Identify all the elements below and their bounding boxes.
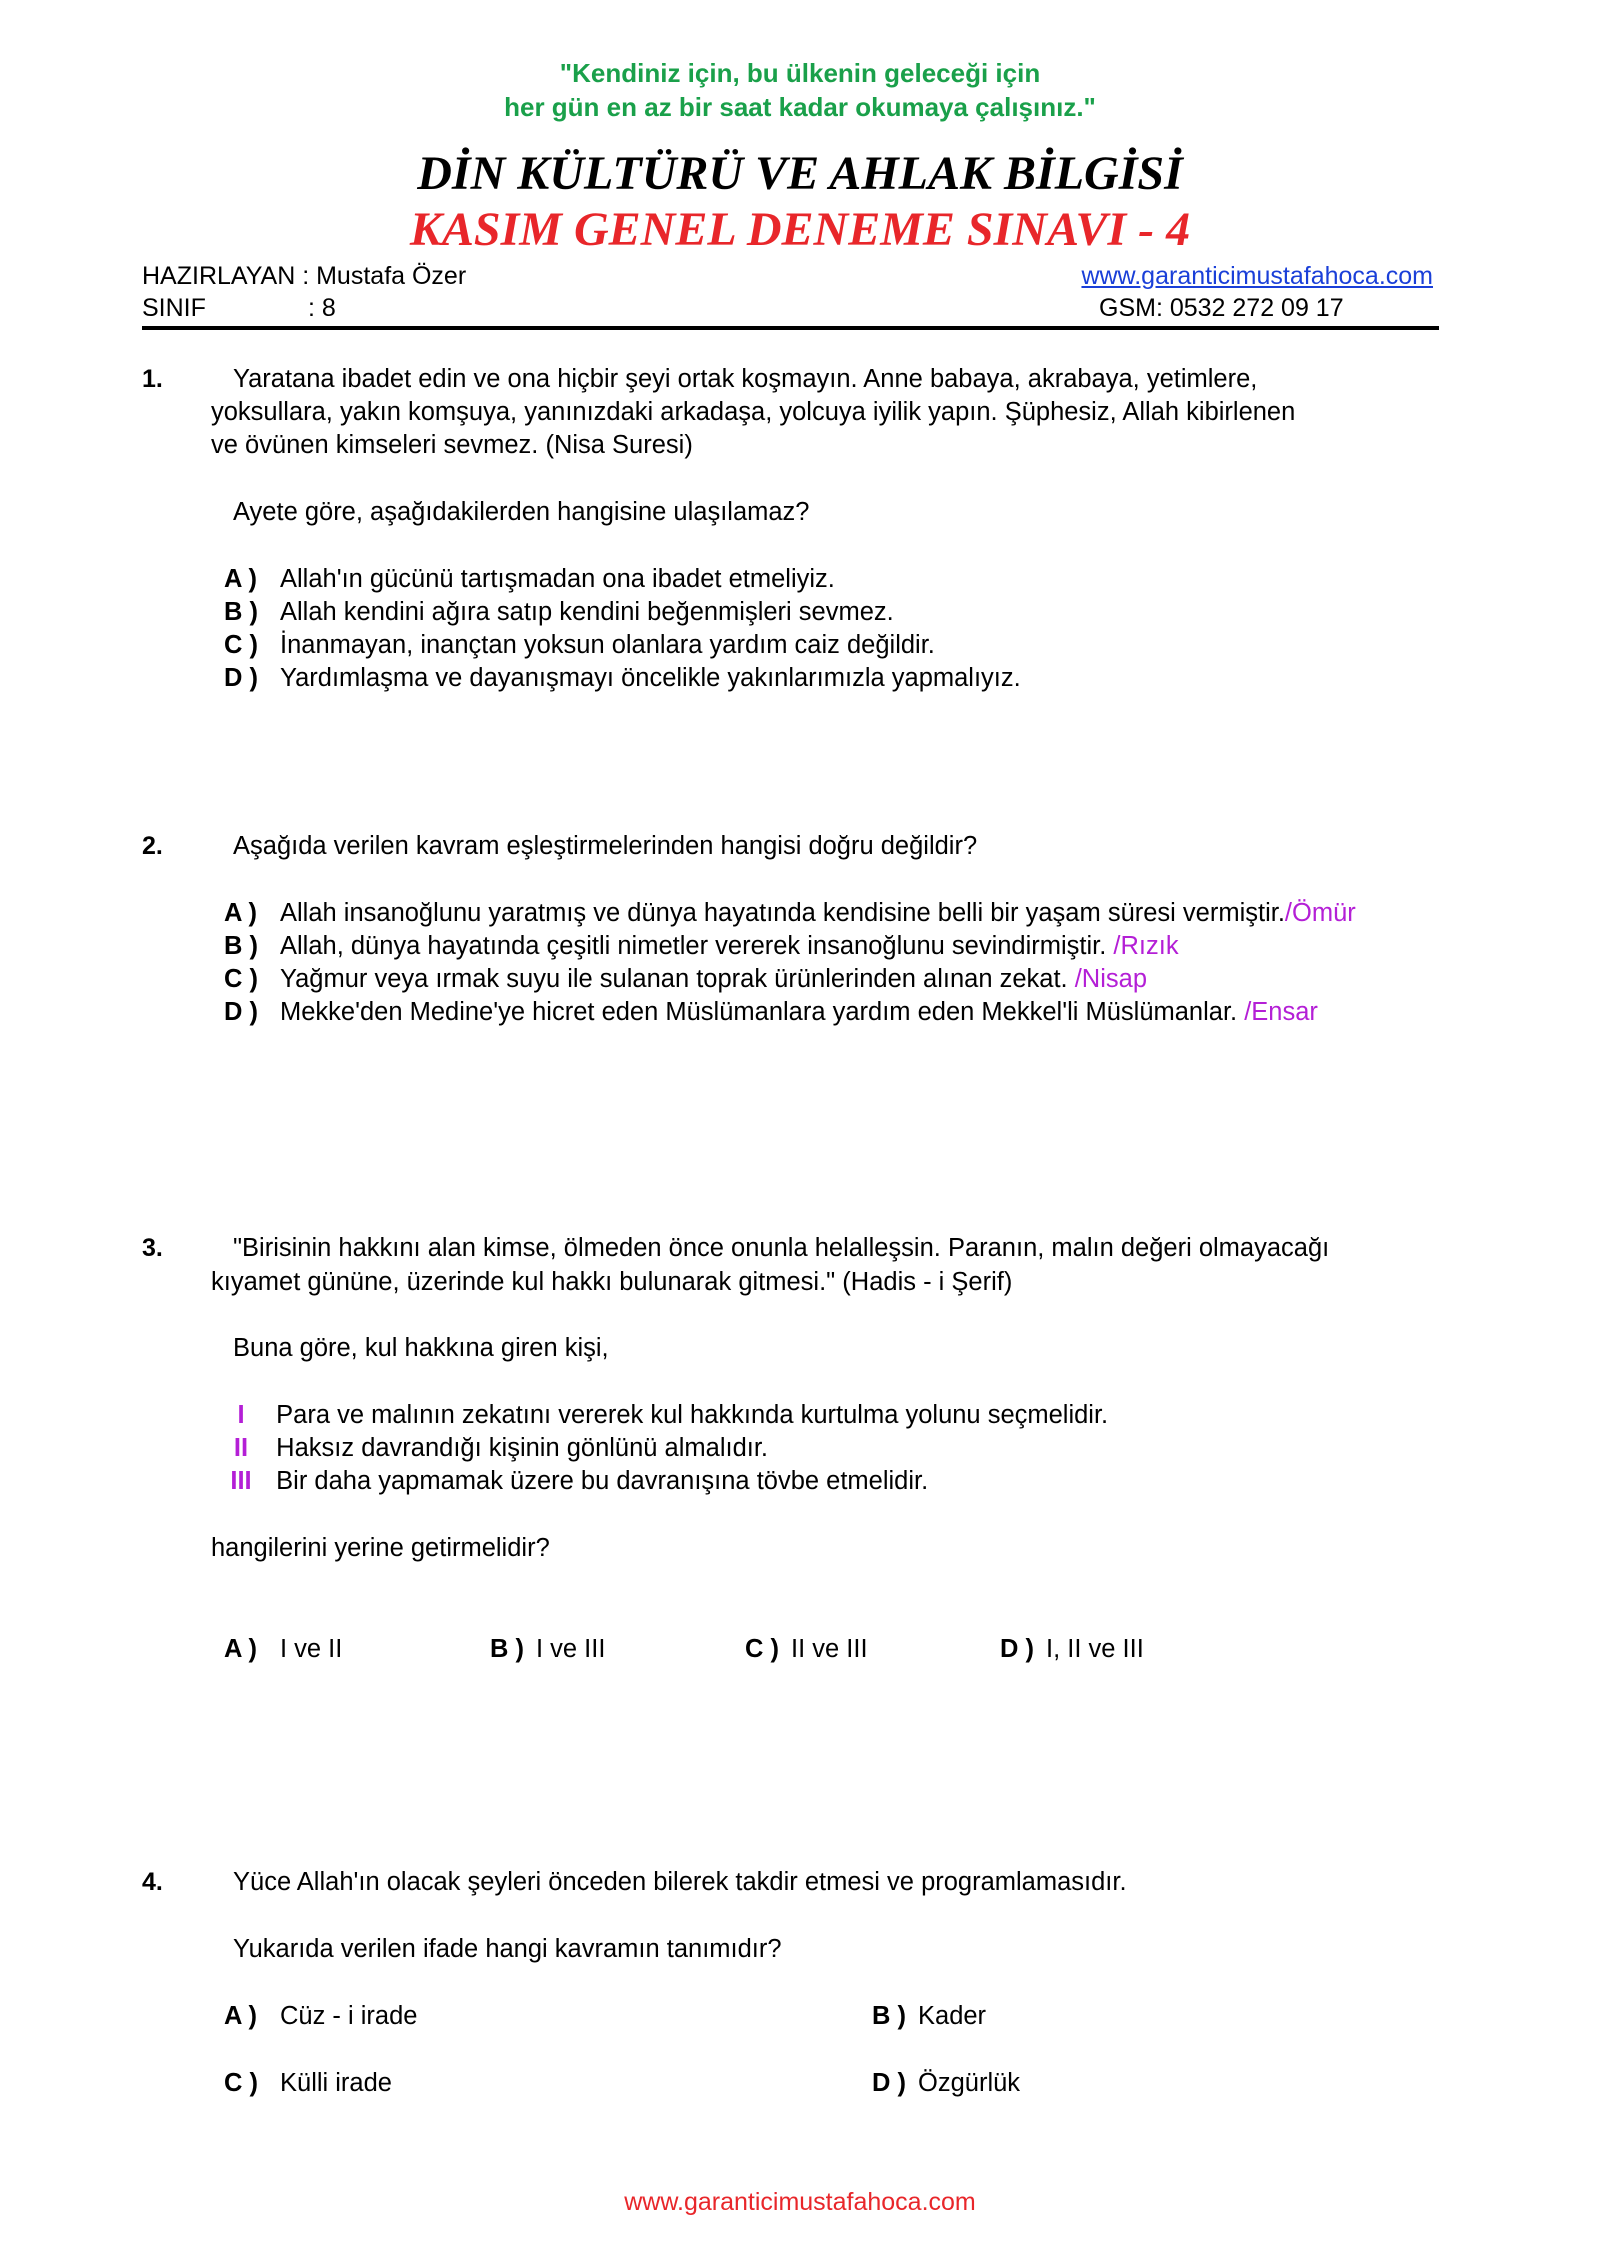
- question-1-text-line-3: ve övünen kimseleri sevmez. (Nisa Suresi): [211, 431, 693, 459]
- question-1-option-d[interactable]: [224, 664, 1021, 693]
- question-2-option-b[interactable]: [224, 932, 1179, 961]
- question-3-number: 3.: [142, 1234, 163, 1262]
- question-2-prompt: Aşağıda verilen kavram eşleştirmelerinden hangisi doğru değildir?: [233, 832, 978, 860]
- statement-2: [220, 1434, 768, 1463]
- statement-text: Haksız davrandığı kişinin gönlünü almalıdır.: [276, 1434, 769, 1462]
- option-text: Özgürlük: [918, 2069, 1021, 2097]
- question-2-option-d[interactable]: [224, 998, 1318, 1027]
- option-letter: D ): [224, 664, 258, 692]
- question-4-prompt: Yukarıda verilen ifade hangi kavramın tanımıdır?: [233, 1935, 782, 1963]
- header-website-link[interactable]: www.garanticimustafahoca.com: [1081, 262, 1433, 290]
- prepared-by: HAZIRLAYAN : Mustafa Özer: [142, 262, 467, 290]
- concept-tag: /Ensar: [1244, 998, 1318, 1026]
- question-3-option-d[interactable]: [1000, 1635, 1144, 1664]
- statement-numeral: I: [237, 1401, 245, 1429]
- question-1-text-line-2: yoksullara, yakın komşuya, yanınızdaki arkadaşa, yolcuya iyilik yapın. Şüphesiz, Allah kibirlenen: [211, 398, 1296, 426]
- option-letter: B ): [872, 2002, 906, 2030]
- question-1-number: 1.: [142, 365, 163, 393]
- question-3-text-line-1: "Birisinin hakkını alan kimse, ölmeden önce onunla helalleşsin. Paranın, malın değeri olmayacağı: [233, 1234, 1330, 1262]
- option-letter: B ): [490, 1635, 524, 1663]
- statement-numeral: III: [230, 1467, 252, 1495]
- motto-line-2: her gün en az bir saat kadar okumaya çalışınız.": [504, 92, 1096, 122]
- question-1-text-line-1: Yaratana ibadet edin ve ona hiçbir şeyi ortak koşmayın. Anne babaya, akrabaya, yetimlere,: [233, 365, 1258, 393]
- option-letter: C ): [224, 965, 258, 993]
- option-text: Cüz - i irade: [280, 2002, 418, 2030]
- statement-1: [220, 1401, 1108, 1430]
- option-text: I ve III: [536, 1635, 606, 1663]
- document-subtitle: KASIM GENEL DENEME SINAVI - 4: [409, 203, 1191, 256]
- question-4-option-a[interactable]: [224, 2002, 417, 2031]
- question-2-option-a[interactable]: [224, 899, 1356, 928]
- option-text: I ve II: [280, 1635, 343, 1663]
- option-letter: B ): [224, 932, 258, 960]
- option-letter: A ): [224, 2002, 258, 2030]
- concept-tag: /Ömür: [1284, 899, 1356, 927]
- option-letter: A ): [224, 1635, 258, 1663]
- header-divider: [142, 326, 1439, 330]
- option-letter: B ): [224, 598, 258, 626]
- question-1-prompt: Ayete göre, aşağıdakilerden hangisine ulaşılamaz?: [233, 498, 810, 526]
- question-4-number: 4.: [142, 1868, 163, 1896]
- phone-number: GSM: 0532 272 09 17: [1099, 294, 1344, 322]
- option-text: I, II ve III: [1046, 1635, 1144, 1663]
- concept-tag: /Rızık: [1113, 932, 1179, 960]
- option-letter: A ): [224, 899, 258, 927]
- question-4-option-d[interactable]: [872, 2069, 1020, 2098]
- option-letter: D ): [224, 998, 258, 1026]
- question-3-text-line-2: kıyamet gününe, üzerinde kul hakkı bulunarak gitmesi." (Hadis - i Şerif): [211, 1268, 1013, 1296]
- question-1-option-c[interactable]: [224, 631, 935, 660]
- question-3-prompt: hangilerini yerine getirmelidir?: [211, 1534, 550, 1562]
- question-2-number: 2.: [142, 832, 163, 860]
- concept-tag: /Nisap: [1074, 965, 1147, 993]
- question-4-text: Yüce Allah'ın olacak şeyleri önceden bilerek takdir etmesi ve programlamasıdır.: [233, 1868, 1127, 1896]
- question-1-option-b[interactable]: [224, 598, 894, 627]
- statement-3: [220, 1467, 928, 1496]
- class-value: : 8: [308, 294, 336, 322]
- option-text: Kader: [918, 2002, 987, 2030]
- option-letter: C ): [224, 631, 258, 659]
- statement-text: Bir daha yapmamak üzere bu davranışına tövbe etmelidir.: [276, 1467, 929, 1495]
- question-3-lead: Buna göre, kul hakkına giren kişi,: [233, 1334, 609, 1362]
- question-2-option-c[interactable]: [224, 965, 1147, 994]
- option-letter: C ): [224, 2069, 258, 2097]
- question-3-option-a[interactable]: [224, 1635, 342, 1664]
- question-4-option-b[interactable]: [872, 2002, 986, 2031]
- option-letter: D ): [872, 2069, 906, 2097]
- question-4-option-c[interactable]: [224, 2069, 392, 2098]
- option-text: Allah insanoğlunu yaratmış ve dünya hayatında kendisine belli bir yaşam süresi vermiştir.: [280, 899, 1285, 927]
- question-1-option-a[interactable]: [224, 565, 835, 594]
- motto-line-1: "Kendiniz için, bu ülkenin geleceği için: [559, 58, 1041, 88]
- option-text: Yardımlaşma ve dayanışmayı öncelikle yakınlarımızla yapmalıyız.: [280, 664, 1021, 692]
- option-text: Allah, dünya hayatında çeşitli nimetler vererek insanoğlunu sevindirmiştir.: [280, 932, 1114, 960]
- question-3-option-b[interactable]: [490, 1635, 605, 1664]
- document-title: DİN KÜLTÜRÜ VE AHLAK BİLGİSİ: [417, 147, 1183, 200]
- option-letter: C ): [745, 1635, 779, 1663]
- option-text: İnanmayan, inançtan yoksun olanlara yardım caiz değildir.: [280, 631, 935, 659]
- option-text: Allah'ın gücünü tartışmadan ona ibadet etmeliyiz.: [280, 565, 835, 593]
- option-text: II ve III: [791, 1635, 868, 1663]
- statement-text: Para ve malının zekatını vererek kul hakkında kurtulma yolunu seçmelidir.: [276, 1401, 1109, 1429]
- footer-website-link[interactable]: www.garanticimustafahoca.com: [624, 2188, 976, 2216]
- class-label: SINIF: [142, 294, 206, 322]
- question-3-option-c[interactable]: [745, 1635, 868, 1664]
- option-text: Külli irade: [280, 2069, 392, 2097]
- option-text: Mekke'den Medine'ye hicret eden Müslümanlara yardım eden Mekkel'li Müslümanlar.: [280, 998, 1245, 1026]
- option-text: Allah kendini ağıra satıp kendini beğenmişleri sevmez.: [280, 598, 894, 626]
- option-text: Yağmur veya ırmak suyu ile sulanan toprak ürünlerinden alınan zekat.: [280, 965, 1075, 993]
- statement-numeral: II: [233, 1434, 249, 1462]
- option-letter: D ): [1000, 1635, 1034, 1663]
- option-letter: A ): [224, 565, 258, 593]
